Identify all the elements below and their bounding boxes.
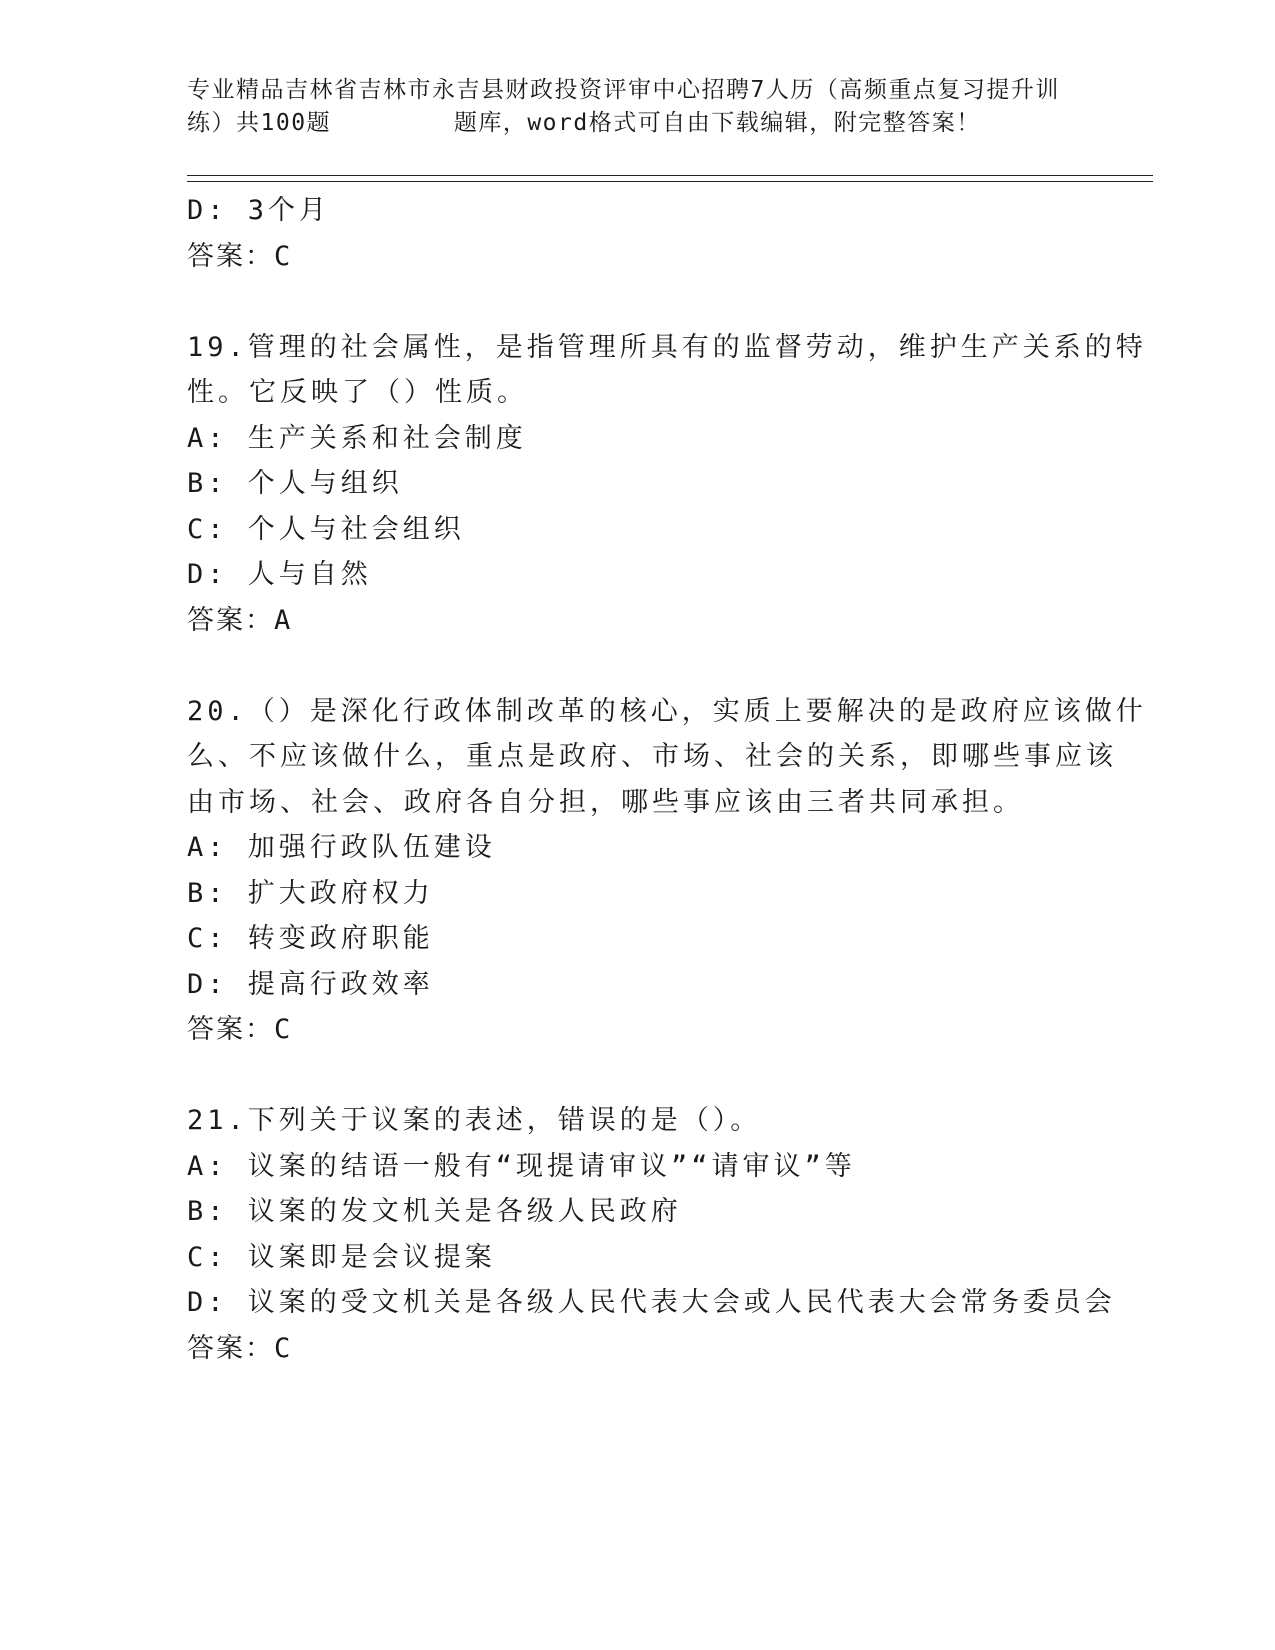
- option-c: C: 个人与社会组织: [187, 513, 465, 545]
- spacer: [187, 643, 1087, 689]
- header-divider-top: [187, 175, 1153, 176]
- option-d: D: 提高行政效率: [187, 968, 434, 1000]
- answer-line: 答案：C: [187, 240, 293, 272]
- option-d: D: 人与自然: [187, 559, 372, 590]
- header-line-2: 练）共100题 题库，word格式可自由下载编辑，附完整答案！: [187, 110, 981, 136]
- document-body: [187, 188, 1147, 1371]
- question-20: [187, 689, 1147, 1053]
- question-stem-line: 19.管理的社会属性，是指管理所具有的监督劳动，维护生产关系的特: [187, 331, 1147, 363]
- option-b: B: 扩大政府权力: [187, 877, 434, 909]
- option-d: D: 议案的受文机关是各级人民代表大会或人民代表大会常务委员会: [187, 1287, 1116, 1318]
- option-a: A: 加强行政队伍建设: [187, 832, 496, 863]
- question-stem-line: 由市场、社会、政府各自分担，哪些事应该由三者共同承担。: [187, 786, 1024, 818]
- answer-line: 答案：C: [187, 1014, 293, 1045]
- spacer: [187, 1053, 1087, 1099]
- header-line-1: 专业精品吉林省吉林市永吉县财政投资评审中心招聘7人历（高频重点复习提升训: [187, 77, 1060, 103]
- option-b: B: 个人与组织: [187, 468, 403, 499]
- option-c: C: 转变政府职能: [187, 923, 434, 954]
- option-b: B: 议案的发文机关是各级人民政府: [187, 1196, 682, 1227]
- spacer: [187, 279, 1087, 325]
- question-stem-line: 么、不应该做什么，重点是政府、市场、社会的关系，即哪些事应该: [187, 741, 1117, 772]
- option-a: A: 议案的结语一般有“现提请审议”“请审议”等: [187, 1150, 856, 1182]
- answer-line: 答案：C: [187, 1332, 293, 1364]
- question-21: [187, 1098, 1116, 1371]
- document-header: [187, 74, 1087, 140]
- option-a: A: 生产关系和社会制度: [187, 422, 527, 454]
- question-stem-line: 性。它反映了（）性质。: [187, 377, 528, 408]
- option-d: D: 3个月: [187, 195, 331, 226]
- question-stem-line: 21.下列关于议案的表述，错误的是（）。: [187, 1105, 762, 1136]
- question-stem-line: 20.（）是深化行政体制改革的核心，实质上要解决的是政府应该做什: [187, 695, 1147, 727]
- option-c: C: 议案即是会议提案: [187, 1241, 496, 1273]
- question-19: [187, 325, 1147, 644]
- answer-line: 答案：A: [187, 604, 293, 636]
- header-divider-bottom: [187, 181, 1153, 182]
